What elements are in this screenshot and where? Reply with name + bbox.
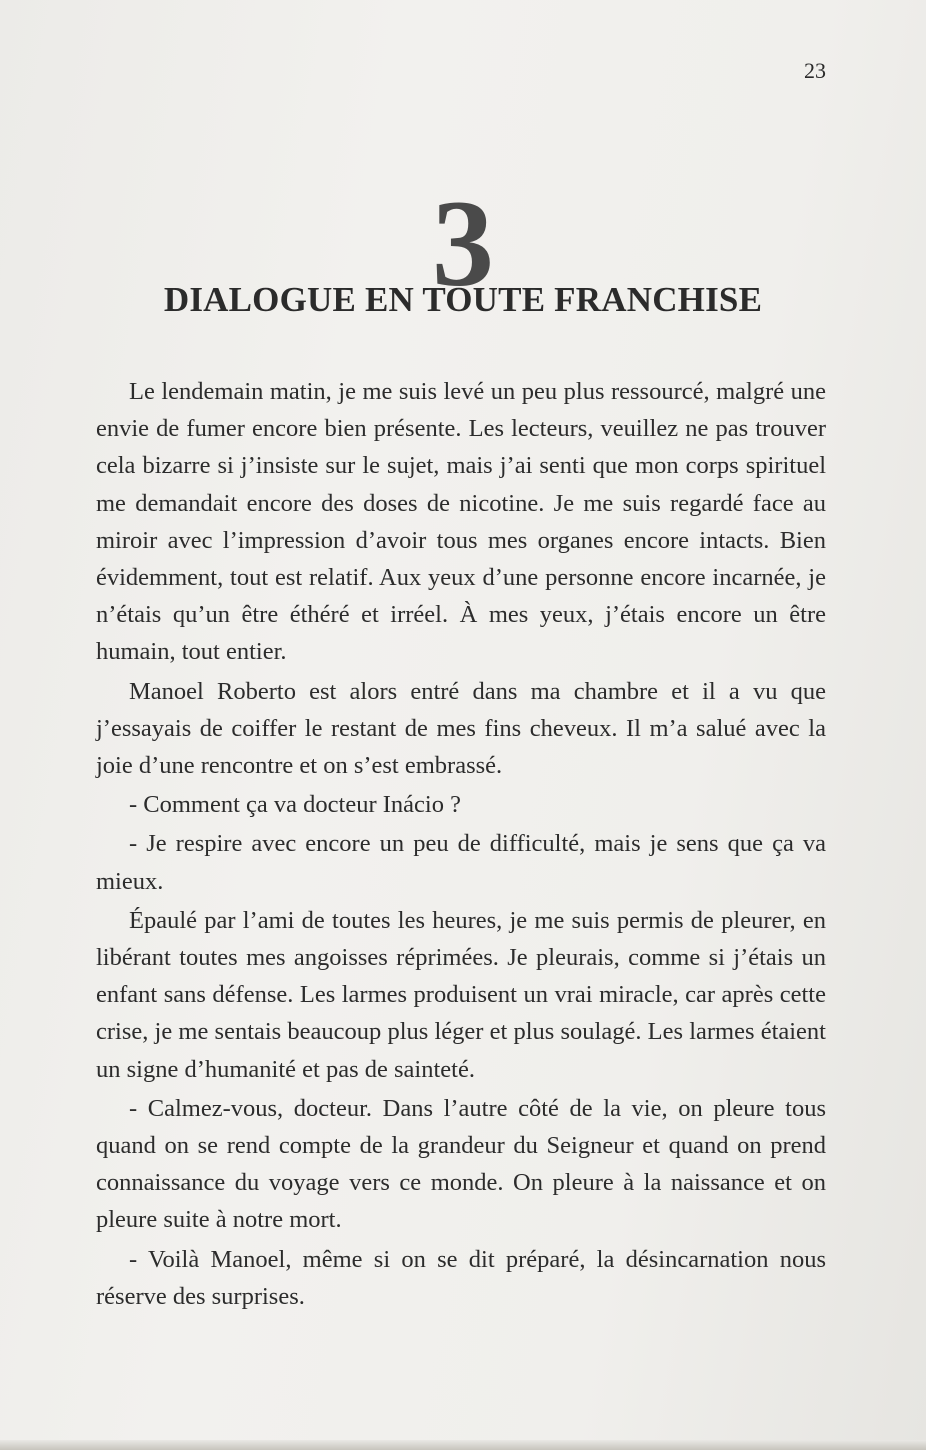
paragraph: Manoel Roberto est alors entré dans ma chambre et il a vu que j’essayais de coiffer le restant de mes fins cheveux. Il m’a salué avec la joie d’une rencontre et on s’est embrassé. xyxy=(96,677,826,780)
chapter-number: 3 xyxy=(432,175,494,312)
paragraph: Épaulé par l’ami de toutes les heures, je me suis permis de pleurer, en libérant toutes mes angoisses réprimées. Je pleurais, comme si j’étais un enfant sans défense. Les larmes produisent un vrai miracle, car après cette crise, je me sentais beaucoup plus léger et plus soulagé. Les larmes étaient un signe d’humanité et pas de sainteté. xyxy=(96,906,826,1083)
page-number: 23 xyxy=(804,58,826,83)
dialogue-line: - Comment ça va docteur Inácio ? xyxy=(129,791,461,819)
chapter-body xyxy=(96,373,826,1315)
dialogue-line: - Calmez-vous, docteur. Dans l’autre côté de la vie, on pleure tous quand on se rend compte de la grandeur du Seigneur et quand on prend connaissance du voyage vers ce monde. On pleure à la naissance et on pleure suite à notre mort. xyxy=(96,1094,826,1234)
dialogue-line: - Je respire avec encore un peu de difficulté, mais je sens que ça va mieux. xyxy=(96,830,826,895)
chapter-title: DIALOGUE EN TOUTE FRANCHISE xyxy=(163,280,763,319)
paragraph: Le lendemain matin, je me suis levé un peu plus ressourcé, malgré une envie de fumer encore bien présente. Les lecteurs, veuillez ne pas trouver cela bizarre si j’insiste sur le sujet, mais j’ai senti que mon corps spirituel me demandait encore des doses de nicotine. Je me suis regardé face au miroir avec l’impression d’avoir tous mes organes encore intacts. Bien évidemment, tout est relatif. Aux yeux d’une personne encore incarnée, je n’étais qu’un être éthéré et irréel. À mes yeux, j’étais encore un être humain, tout entier. xyxy=(96,378,826,666)
dialogue-line: - Voilà Manoel, même si on se dit préparé, la désincarnation nous réserve des surprises. xyxy=(96,1245,826,1310)
page-bottom-edge xyxy=(0,1440,926,1450)
